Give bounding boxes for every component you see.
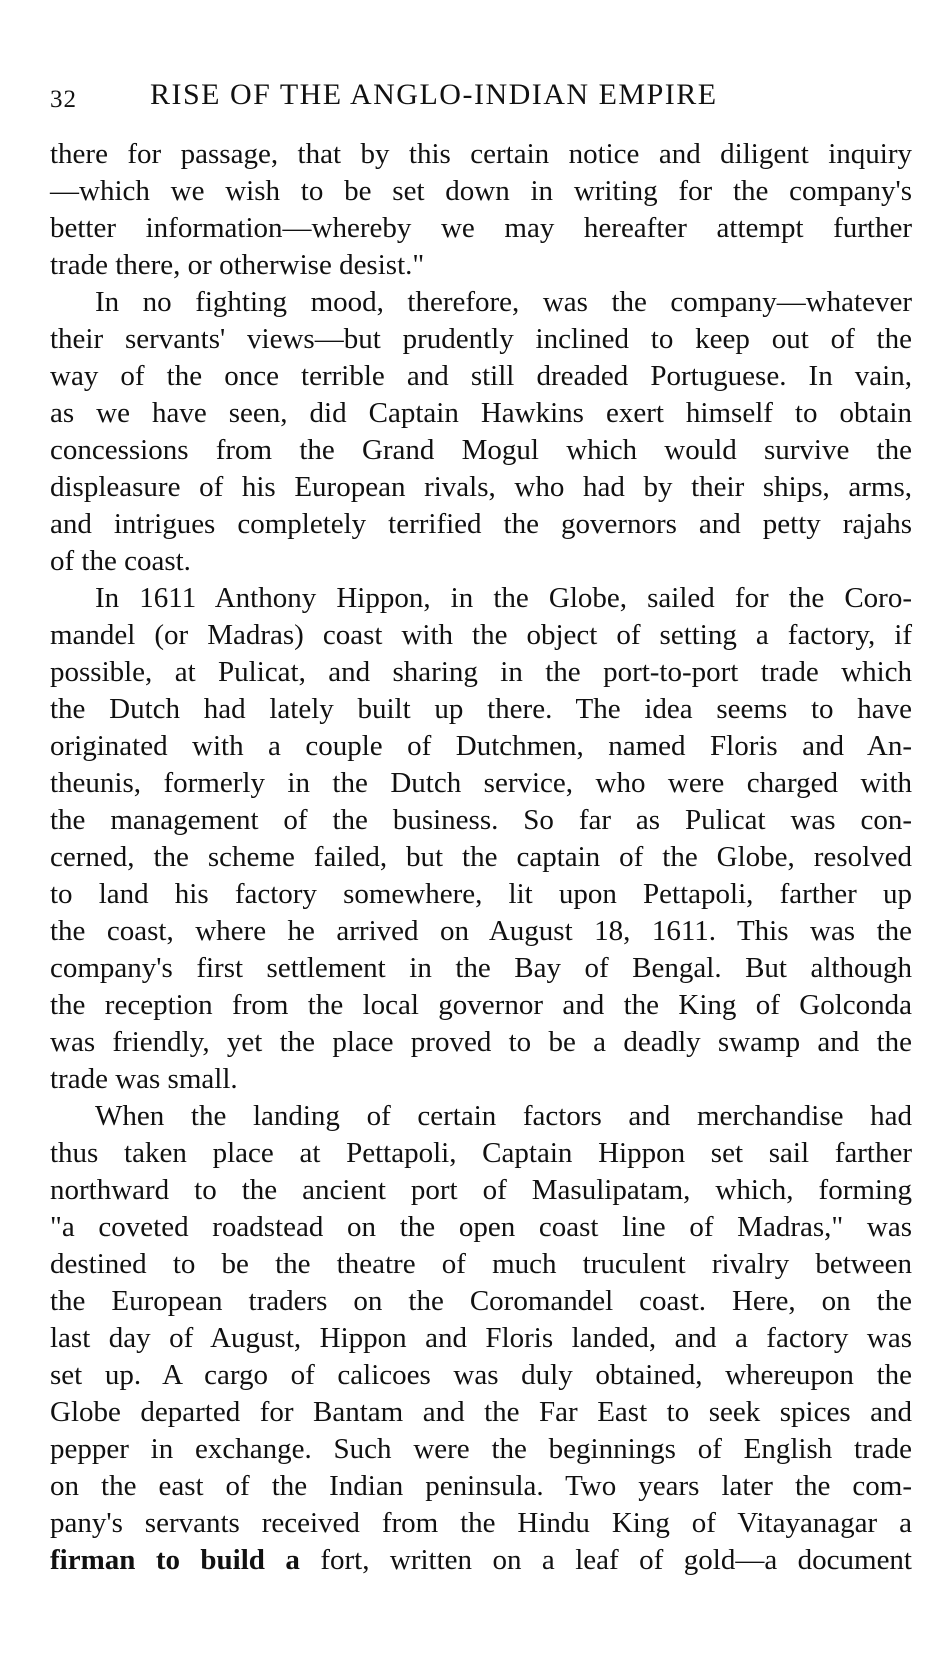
text-line: was friendly, yet the place proved to be a deadly swamp and the	[50, 1026, 912, 1058]
book-page	[50, 70, 912, 1579]
text-line: the reception from the local governor and the King of Golconda	[50, 989, 912, 1021]
text-line: of the coast.	[50, 545, 191, 577]
text-line: theunis, formerly in the Dutch service, who were charged with	[50, 767, 912, 799]
text-line: —which we wish to be set down in writing for the company's	[50, 175, 912, 207]
text-line: originated with a couple of Dutchmen, named Floris and An-	[50, 730, 912, 762]
text-line: the management of the business. So far as Pulicat was con-	[50, 804, 912, 836]
page-number: 32	[50, 86, 77, 113]
text-line	[50, 1542, 912, 1579]
text-line: way of the once terrible and still dreaded Portuguese. In vain,	[50, 360, 912, 392]
text-line: northward to the ancient port of Masulipatam, which, forming	[50, 1174, 912, 1206]
text-line: and intrigues completely terrified the governors and petty rajahs	[50, 508, 912, 540]
text-line: to land his factory somewhere, lit upon Pettapoli, farther up	[50, 878, 912, 910]
text-line: pepper in exchange. Such were the beginnings of English trade	[50, 1433, 912, 1465]
text-line: last day of August, Hippon and Floris landed, and a factory was	[50, 1322, 912, 1354]
text-line: "a coveted roadstead on the open coast line of Madras," was	[50, 1211, 912, 1243]
text-line: destined to be the theatre of much truculent rivalry between	[50, 1248, 912, 1280]
text-line: the Dutch had lately built up there. The idea seems to have	[50, 693, 912, 725]
text-line: thus taken place at Pettapoli, Captain Hippon set sail farther	[50, 1137, 912, 1169]
bold-text: firman to build a	[50, 1544, 300, 1576]
text-line: trade there, or otherwise desist."	[50, 249, 425, 281]
running-head	[50, 70, 912, 122]
text-line: When the landing of certain factors and merchandise had	[95, 1100, 912, 1132]
text-line: company's first settlement in the Bay of Bengal. But although	[50, 952, 912, 984]
running-title: RISE OF THE ANGLO-INDIAN EMPIRE	[150, 78, 718, 111]
text-line: possible, at Pulicat, and sharing in the port-to-port trade which	[50, 656, 912, 688]
text-line: In no fighting mood, therefore, was the company—whatever	[95, 286, 912, 318]
text-line: on the east of the Indian peninsula. Two years later the com-	[50, 1470, 912, 1502]
text-line: as we have seen, did Captain Hawkins exert himself to obtain	[50, 397, 912, 429]
text-line: the coast, where he arrived on August 18, 1611. This was the	[50, 915, 912, 947]
text-line: trade was small.	[50, 1063, 238, 1095]
text-run: fort, written on a leaf of gold—a document	[299, 1544, 912, 1576]
text-line: pany's servants received from the Hindu King of Vitayanagar a	[50, 1507, 912, 1539]
text-line: there for passage, that by this certain notice and diligent inquiry	[50, 138, 912, 170]
text-line: their servants' views—but prudently inclined to keep out of the	[50, 323, 912, 355]
text-line: the European traders on the Coromandel coast. Here, on the	[50, 1285, 912, 1317]
text-line: mandel (or Madras) coast with the object of setting a factory, if	[50, 619, 912, 651]
text-line: Globe departed for Bantam and the Far East to seek spices and	[50, 1396, 912, 1428]
text-line: displeasure of his European rivals, who had by their ships, arms,	[50, 471, 912, 503]
body-text	[50, 136, 912, 1579]
text-line: cerned, the scheme failed, but the captain of the Globe, resolved	[50, 841, 912, 873]
text-line: better information—whereby we may hereafter attempt further	[50, 212, 912, 244]
text-line: In 1611 Anthony Hippon, in the Globe, sailed for the Coro-	[95, 582, 912, 614]
text-line: set up. A cargo of calicoes was duly obtained, whereupon the	[50, 1359, 912, 1391]
text-line: concessions from the Grand Mogul which would survive the	[50, 434, 912, 466]
